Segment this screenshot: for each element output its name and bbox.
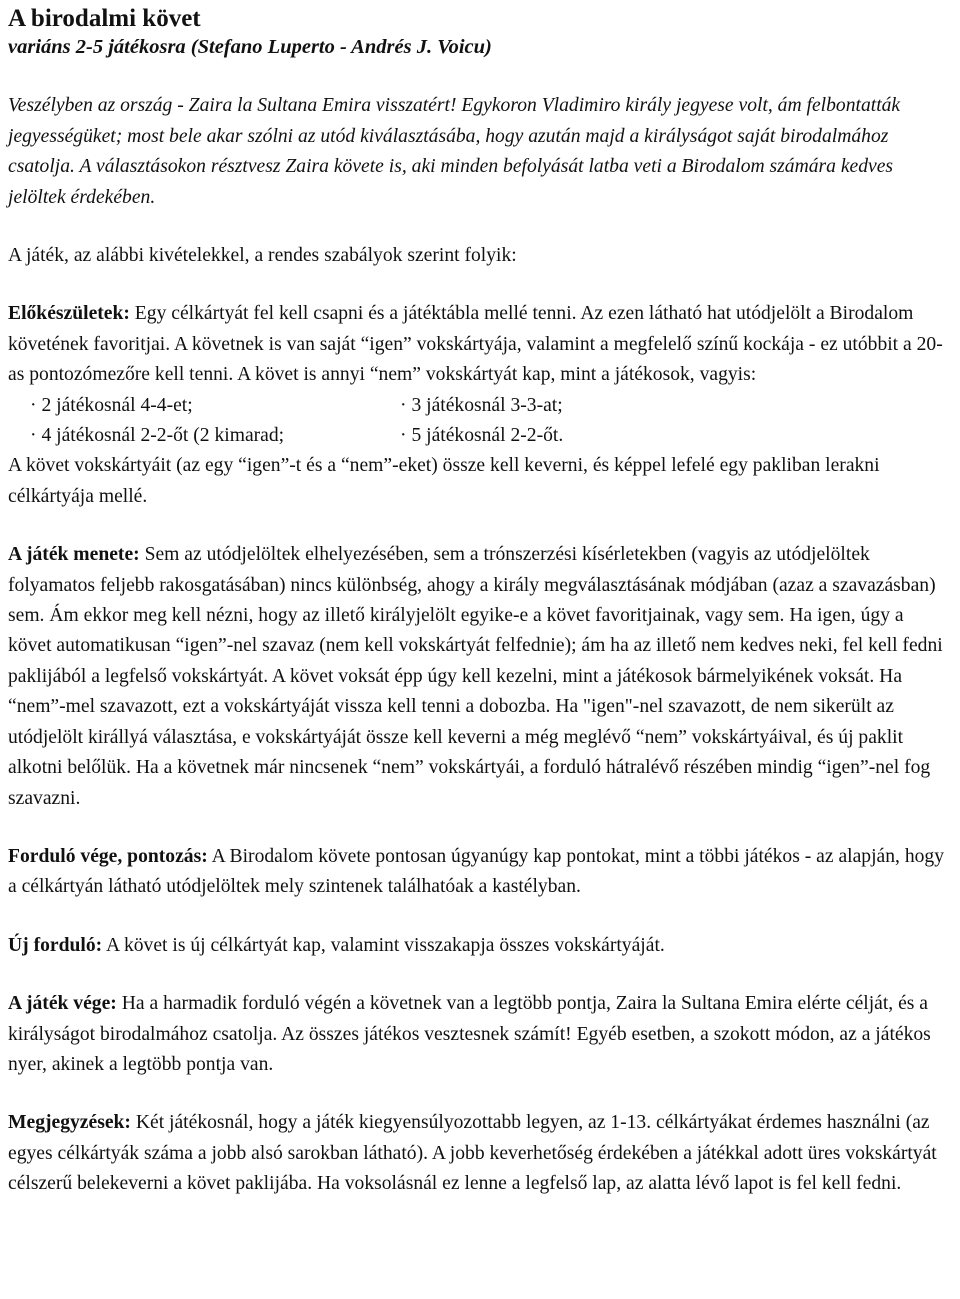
- notes-label: Megjegyzések:: [8, 1112, 131, 1134]
- notes-paragraph: [8, 1108, 952, 1199]
- gameplay-label: A játék menete:: [8, 544, 140, 566]
- setup-after: A követ vokskártyáit (az egy “igen”-t és a “nem”-eket) össze kell keverni, és képpel lefelé egy pakliban lerakni célkártyája mellé.: [8, 455, 880, 507]
- list-item: · 2 játékosnál 4-4-et;: [30, 391, 400, 421]
- scoring-label: Forduló vége, pontozás:: [8, 845, 208, 867]
- list-item: · 5 játékosnál 2-2-őt.: [400, 421, 952, 451]
- rules-intro: A játék, az alábbi kivételekkel, a rendes szabályok szerint folyik:: [8, 245, 517, 266]
- intro-paragraph: Veszélyben az ország - Zaira la Sultana Emira visszatért! Egykoron Vladimiro király jegyese volt, ám felbontatták jegyességüket; most bele akar szólni az utód kiválasztásába, hogy azután majd a királyságot saját birodalmához csatolja. A választásokon résztvesz Zaira követe is, aki minden befolyását latba veti a Birodalom számára kedves jelöltek érdekében.: [8, 95, 901, 208]
- gameplay-paragraph: [8, 540, 952, 814]
- new-round-label: Új forduló:: [8, 934, 103, 956]
- notes-text: Két játékosnál, hogy a játék kiegyensúlyozottabb legyen, az 1-13. célkártyákat érdemes használni (az egyes célkártyák száma a jobb alsó sarokban látható). A jobb keverhetőség érdekében a játékkal adott üres vokskártyát célszerű belekeverni a követ paklijába. Ha voksolásnál ez lenne a legfelső lap, az alatta lévő lapot is fel kell fedni.: [8, 1112, 937, 1195]
- end-paragraph: [8, 989, 952, 1080]
- new-round-text: A követ is új célkártyát kap, valamint visszakapja összes vokskártyáját.: [102, 934, 665, 956]
- scoring-text: A Birodalom követe pontosan úgyanúgy kap pontokat, mint a többi játékos - az alapján, hogy a célkártyán látható utódjelöltek mely szintenek találhatóak a kastélyban.: [8, 845, 945, 898]
- end-label: A játék vége:: [8, 993, 117, 1015]
- player-count-list: [8, 391, 952, 452]
- setup-label: Előkészületek:: [8, 303, 130, 325]
- end-text: Ha a harmadik forduló végén a követnek van a legtöbb pontja, Zaira la Sultana Emira elérte célját, és a királyságot birodalmához csatolja. Az összes játékos vesztesnek számít! Egyéb esetben, a szokott módon, az a játékos nyer, akinek a legtöbb pontja van.: [8, 993, 931, 1075]
- subtitle: variáns 2-5 játékosra (Stefano Luperto - Andrés J. Voicu): [8, 36, 492, 58]
- new-round-paragraph: [8, 931, 952, 961]
- setup-text: Egy célkártyát fel kell csapni és a játéktábla mellé tenni. Az ezen látható hat utódjelölt a Birodalom követének favoritjai. A követnek is van saját “igen” vokskártyája, valamint a megfelelő színű kockája - ez utóbbit a 20-as pontozómezőre kell tenni. A követ is annyi “nem” vokskártyát kap, mint a játékosok, vagyis:: [8, 303, 943, 386]
- setup-paragraph: [8, 299, 952, 390]
- scoring-paragraph: [8, 842, 952, 903]
- list-item: · 4 játékosnál 2-2-őt (2 kimarad;: [30, 421, 400, 451]
- gameplay-text: Sem az utódjelöltek elhelyezésében, sem a trónszerzési kísérletekben (vagyis az utódjelöltek folyamatos feljebb rakosgatásában) nincs különbség, ahogy a király megválasztásának módjában (azaz a szavazásban) sem. Ám ekkor meg kell nézni, hogy az illető királyjelölt egyike-e a követ favoritjainak, vagy sem. Ha igen, úgy a követ automatikusan “igen”-nel szavaz (nem kell vokskártyát felfednie); ám ha az illető nem kedves neki, fel kell fedni paklijából a legfelső vokskártyát. A követ voksát épp úgy kell kezelni, mint a játékosok bármelyikének voksát. Ha “nem”-mel szavazott, ezt a vokskártyáját vissza kell tenni a dobozba. Ha "igen"-nel szavazott, de nem sikerült az utódjelölt királlyá választása, e vokskártyáját össze kell keverni a még meglévő “nem” vokskártyáival, és új paklit alkotni belőlük. Ha a követnek már nincsenek “nem” vokskártyái, a forduló hátralévő részében mindig “igen”-nel fog szavazni.: [8, 544, 943, 809]
- page-title: A birodalmi követ: [8, 5, 201, 32]
- list-item: · 3 játékosnál 3-3-at;: [400, 391, 952, 421]
